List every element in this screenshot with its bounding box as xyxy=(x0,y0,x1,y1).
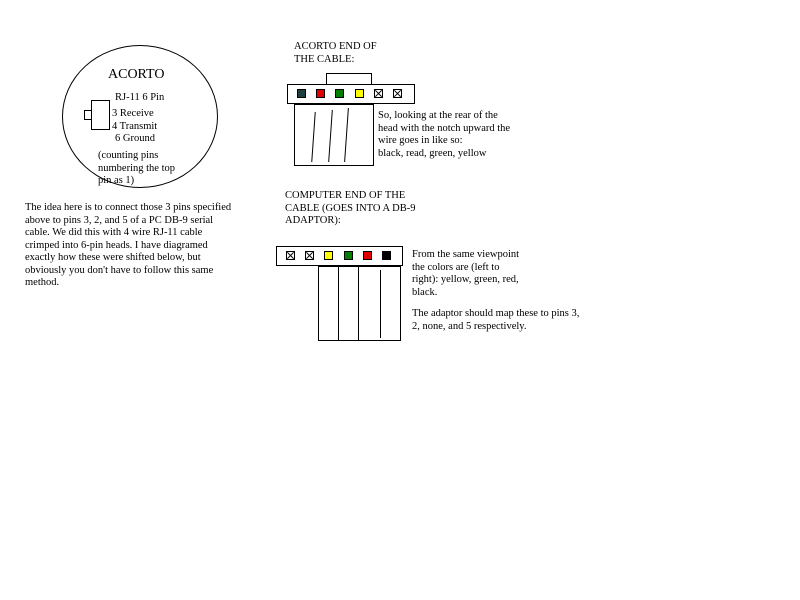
computer-pin-6-black xyxy=(382,251,391,260)
computer-pin-4-green xyxy=(344,251,353,260)
acorto-pin-5-empty xyxy=(374,89,383,98)
acorto-pin3-label: 3 Receive xyxy=(112,108,154,119)
acorto-pin-3-green xyxy=(335,89,344,98)
adaptor-mapping-note: The adaptor should map these to pins 3, 2, none, and 5 respectively. xyxy=(412,308,580,332)
rj11-plug-body xyxy=(91,100,110,130)
acorto-connector-type: RJ-11 6 Pin xyxy=(115,92,165,103)
acorto-title: ACORTO xyxy=(108,67,165,82)
acorto-pin-2-red xyxy=(316,89,325,98)
acorto-end-description: So, looking at the rear of the head with the notch upward the wire goes in like so: black, read, green, yellow xyxy=(378,110,511,159)
acorto-pin-4-yellow xyxy=(355,89,364,98)
acorto-end-cable xyxy=(294,104,374,166)
intro-paragraph: The idea here is to connect those 3 pins specified above to pins 3, 2, and 5 of a PC DB-9 serial cable. We did this with 4 wire RJ-11 cable crimped into 6-pin heads. I have diagramed exactly how these were shifted below, but obviously you don't have to follow this same method. xyxy=(25,202,232,288)
computer-end-description: From the same viewpoint the colors are (left to right): yellow, green, red, black. xyxy=(412,249,520,298)
computer-wire-2 xyxy=(358,266,359,341)
acorto-pin6-label: 6 Ground xyxy=(115,133,155,144)
computer-pin-5-red xyxy=(363,251,372,260)
computer-end-cable xyxy=(318,266,401,341)
acorto-pin-6-empty xyxy=(393,89,402,98)
computer-end-heading: COMPUTER END OF THE CABLE (GOES INTO A DB-9 ADAPTOR): xyxy=(285,190,416,226)
computer-wire-1 xyxy=(338,266,339,341)
acorto-pin-1-black xyxy=(297,89,306,98)
rj11-plug-tab xyxy=(84,110,92,120)
acorto-pin4-label: 4 Transmit xyxy=(112,121,158,132)
computer-pin-2-empty xyxy=(305,251,314,260)
pin-counting-note: (counting pins numbering the top pin as 1) xyxy=(98,150,175,186)
computer-pin-3-yellow xyxy=(324,251,333,260)
computer-wire-3 xyxy=(380,270,381,338)
acorto-end-heading: ACORTO END OF THE CABLE: xyxy=(294,41,377,65)
computer-pin-1-empty xyxy=(286,251,295,260)
